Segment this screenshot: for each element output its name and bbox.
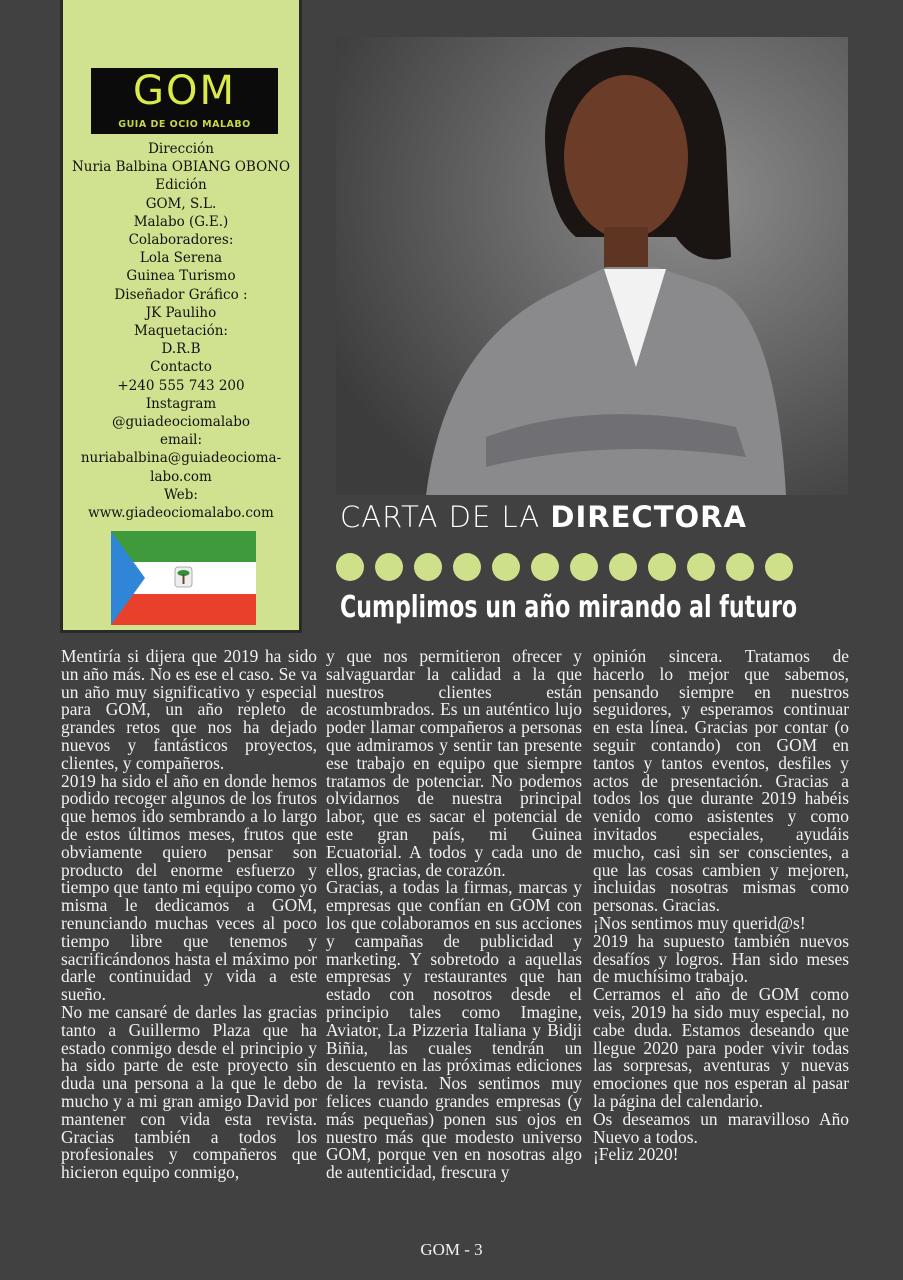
article-paragraph: y que nos permitieron ofrecer y salvaguardar la calidad a la que nuestros clientes están acostumbrados. Es un auténtico lujo poder llamar compañeros a personas que admiramos y sentir tan presente ese trabajo en equipo que siempre tratamos de potenciar. No podemos olvidarnos de nuestra principal labor, que es sacar el potencial de este gran país, mi Guinea Ecuatorial. A todos y cada uno de ellos, gracias, de corazón. [326,646,582,880]
gom-logo [91,68,278,134]
article-paragraph: ¡Nos sentimos muy querid@s! [593,912,806,933]
decorative-dot [531,553,559,581]
decorative-dot [648,553,676,581]
article-headline: Cumplimos un año mirando al futuro [340,590,798,625]
decorative-dots [336,553,793,581]
decorative-dot [726,553,754,581]
decorative-dot [375,553,403,581]
credit-line: Malabo (G.E.) [133,213,229,230]
section-title [340,500,747,534]
credit-line: Instagram [145,395,217,412]
decorative-dot [687,553,715,581]
credit-line: email: [159,432,203,449]
credit-line: Maquetación: [134,323,228,340]
credit-line: D.R.B [161,341,201,358]
logo-sub-text: GUIA DE OCIO MALABO [118,119,251,130]
credit-line: Guinea Turismo [126,268,236,285]
article-column-1 [61,648,317,1182]
credit-line: www.giadeociomalabo.com [88,505,274,522]
decorative-dot [336,553,364,581]
credit-line: Lola Serena [139,250,223,267]
article-column-3 [593,648,849,1164]
masthead-panel [60,0,302,633]
section-title-bold: DIRECTORA [550,500,747,534]
article-paragraph: 2019 ha supuesto también nuevos desafíos y logros. Han sido meses de muchísimo trabajo. [593,930,849,987]
credit-line: Dirección [148,141,214,157]
article-paragraph: Os deseamos un maravilloso Año Nuevo a todos. [593,1108,849,1147]
article-paragraph: 2019 ha sido el año en donde hemos podido recoger algunos de los frutos que hemos ido sembrando a lo largo de estos últimos meses, frutos que obviamente quiero pensar son producto del enorme esfuerzo y tiempo que tanto mi equipo como yo misma le dedicamos a GOM, renunciando muchas veces al poco tiempo libre que tenemos y sacrificándonos hasta el máximo por darle continuidad y vida a este sueño. [61,770,317,1005]
page-number: GOM - 3 [420,1240,483,1259]
credits-list [63,140,299,522]
credit-line: +240 555 743 200 [117,377,245,394]
equatorial-guinea-flag-icon [111,531,256,625]
credit-line: labo.com [150,468,212,485]
credit-line: Web: [164,486,198,503]
credit-line: Contacto [150,359,212,376]
decorative-dot [609,553,637,581]
decorative-dot [453,553,481,581]
decorative-dot [492,553,520,581]
article-paragraph: Gracias, a todas la firmas, marcas y empresas que confían en GOM con los que colaboramos en sus acciones y campañas de publicidad y marketing. Y sobretodo a aquellas empresas y restaurantes que han estado con nosotros desde el principio tales como Imagine, Aviator, La Pizzeria Italiana y Bidji Biñia, las cuales tendrán un descuento en las próximas ediciones de la revista. Nos sentimos muy felices cuando grandes empresas (y más pequeñas) ponen sus ojos en nuestro más que modesto universo GOM, porque ven en nosotras algo de autenticidad, frescura y [326,877,582,1183]
credit-line: nuriabalbina@guiadeocioma- [80,450,282,467]
credit-line: @guiadeociomalabo [112,414,250,431]
credit-line: Diseñador Gráfico : [114,286,248,303]
decorative-dot [570,553,598,581]
credit-line: Edición [155,177,207,194]
article-column-2 [326,648,582,1182]
credit-line: JK Pauliho [145,304,217,321]
article-paragraph: Cerramos el año de GOM como veis, 2019 ha sido muy especial, no cabe duda. Estamos deseando que llegue 2020 para poder vivir todas las sorpresas, aventuras y nuevas emociones que nos esperan al pasar la página del calendario. [593,984,849,1111]
article-paragraph: Mentiría si dijera que 2019 ha sido un año más. No es ese el caso. Se va un año muy significativo y especial para GOM, un año repleto de grandes retos que nos ha dejado nuevos y fantásticos proyectos, clientes, y compañeros. [61,646,317,773]
article-paragraph: ¡Feliz 2020! [593,1144,679,1165]
section-title-light: CARTA DE LA [340,500,551,534]
credit-line: GOM, S.L. [145,195,217,212]
credit-line: Colaboradores: [128,232,234,249]
article-paragraph: No me cansaré de darles las gracias tanto a Guillermo Plaza que ha estado conmigo desde el principio y ha sido parte de este proyecto sin duda una persona a la que le debo mucho y a mi gran amigo David por mantener con vida esta revista. Gracias también a todos los profesionales y compañeros que hicieron equipo conmigo, [61,1001,317,1183]
credit-line: Nuria Balbina OBIANG OBONO [71,159,291,176]
director-portrait-photo [336,37,848,495]
article-paragraph: opinión sincera. Tratamos de hacerlo lo mejor que sabemos, pensando siempre en nuestros seguidores, y esperamos continuar en esta línea. Gracias por contar (o seguir contando) con GOM en tantos y tantos eventos, desfiles y actos de presentación. Gracias a todos los que durante 2019 habéis venido como asistentes y como invitados especiales, ayudáis mucho, casi sin ser conscientes, a que las cosas cambien y mejoren, incluidas nosotras mismas como personas. Gracias. [593,646,849,916]
decorative-dot [765,553,793,581]
logo-main-text: GOM [133,69,236,113]
decorative-dot [414,553,442,581]
